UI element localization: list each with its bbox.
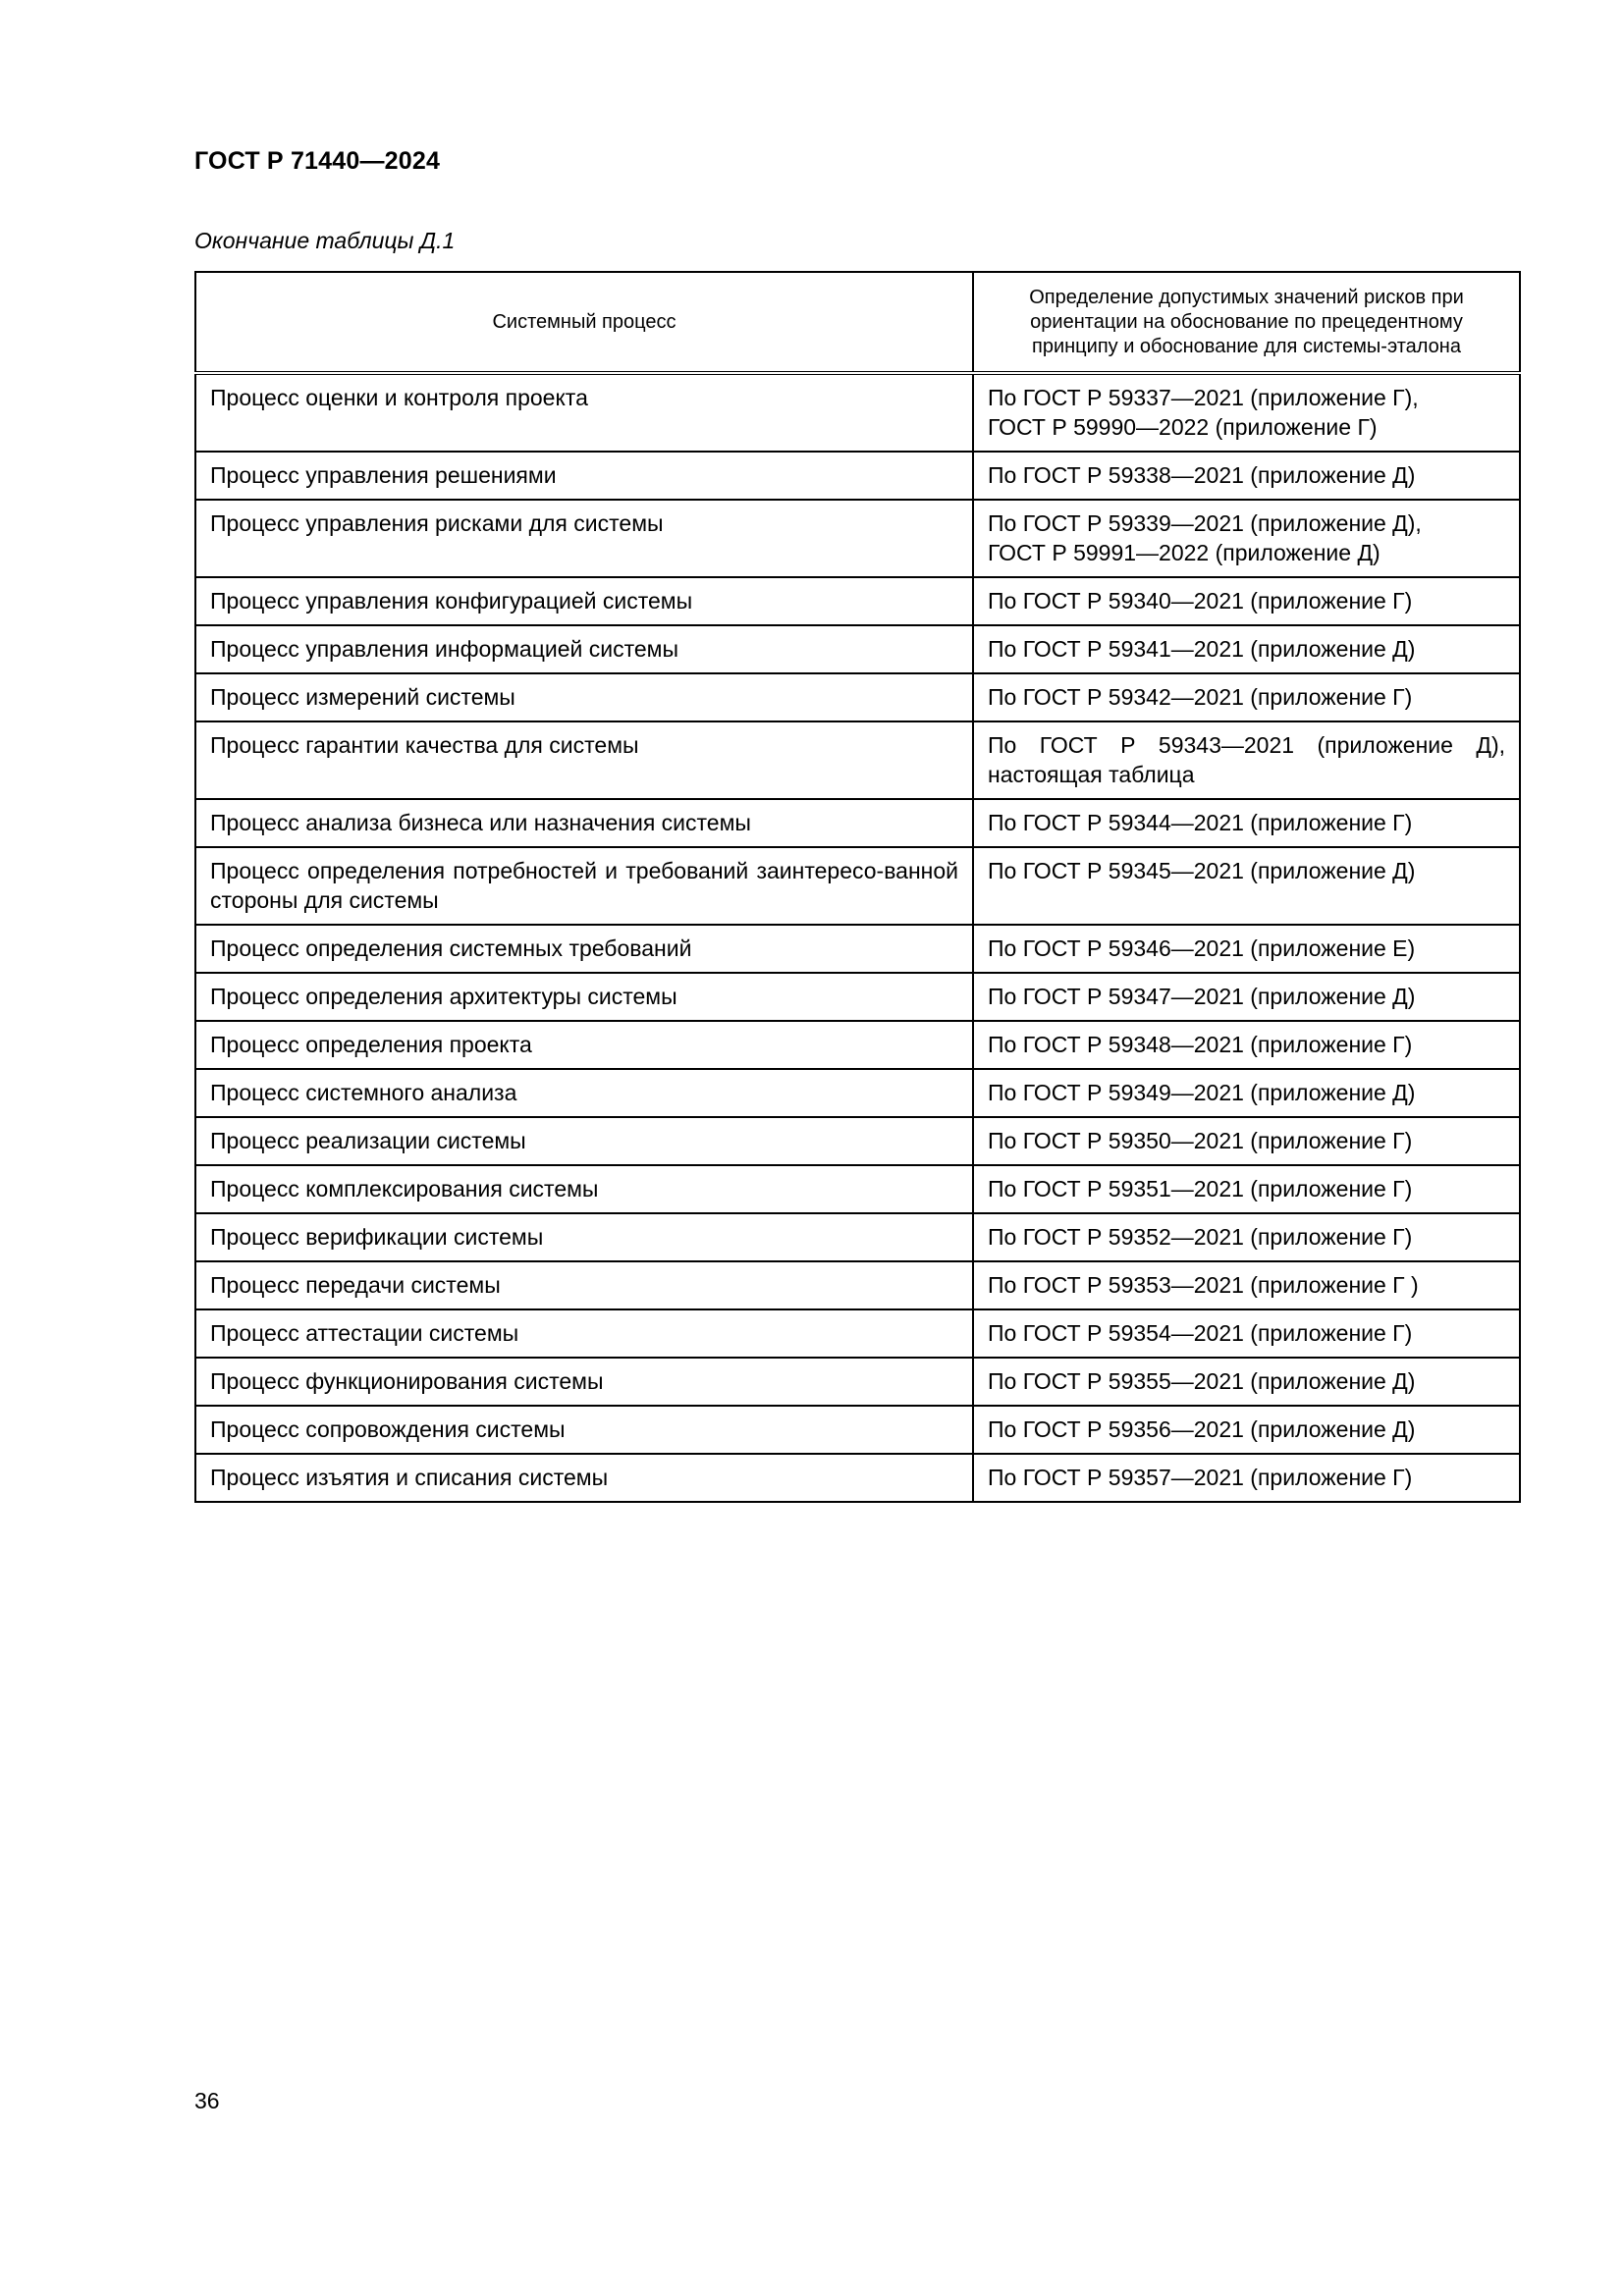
process-cell: Процесс управления конфигурацией системы [195, 577, 973, 625]
table-row [195, 1213, 1520, 1261]
process-cell: Процесс определения потребностей и требований заинтересо-ванной стороны для системы [195, 847, 973, 925]
reference-line: По ГОСТ Р 59356—2021 (приложение Д) [988, 1416, 1416, 1442]
reference-cell [973, 1406, 1520, 1454]
table-header-row [195, 272, 1520, 373]
reference-line: По ГОСТ Р 59343—2021 (приложение Д), настоящая таблица [988, 732, 1505, 787]
reference-cell [973, 373, 1520, 452]
reference-line: По ГОСТ Р 59355—2021 (приложение Д) [988, 1368, 1416, 1394]
table-body [195, 373, 1520, 1502]
table-row [195, 625, 1520, 673]
reference-line: По ГОСТ Р 59346—2021 (приложение Е) [988, 935, 1416, 961]
process-cell: Процесс системного анализа [195, 1069, 973, 1117]
reference-cell [973, 799, 1520, 847]
reference-line: По ГОСТ Р 59341—2021 (приложение Д) [988, 636, 1416, 662]
reference-line: По ГОСТ Р 59347—2021 (приложение Д) [988, 984, 1416, 1009]
reference-line: По ГОСТ Р 59352—2021 (приложение Г) [988, 1224, 1413, 1250]
reference-cell [973, 1261, 1520, 1309]
process-cell: Процесс реализации системы [195, 1117, 973, 1165]
process-cell: Процесс анализа бизнеса или назначения системы [195, 799, 973, 847]
table-row [195, 1454, 1520, 1502]
reference-line: По ГОСТ Р 59351—2021 (приложение Г) [988, 1176, 1413, 1201]
process-cell: Процесс гарантии качества для системы [195, 721, 973, 799]
reference-cell [973, 1309, 1520, 1358]
reference-line: По ГОСТ Р 59350—2021 (приложение Г) [988, 1128, 1413, 1153]
reference-cell [973, 1165, 1520, 1213]
process-cell: Процесс управления решениями [195, 452, 973, 500]
reference-cell [973, 721, 1520, 799]
table-row [195, 1358, 1520, 1406]
reference-line: По ГОСТ Р 59357—2021 (приложение Г) [988, 1465, 1413, 1490]
reference-line: По ГОСТ Р 59353—2021 (приложение Г ) [988, 1272, 1419, 1298]
reference-cell [973, 1358, 1520, 1406]
table-row [195, 847, 1520, 925]
reference-line: ГОСТ Р 59990—2022 (приложение Г) [988, 414, 1378, 440]
process-cell: Процесс определения системных требований [195, 925, 973, 973]
reference-cell [973, 452, 1520, 500]
risk-values-table [194, 271, 1521, 1503]
reference-line: По ГОСТ Р 59342—2021 (приложение Г) [988, 684, 1413, 710]
reference-line: По ГОСТ Р 59344—2021 (приложение Г) [988, 810, 1413, 835]
table-row [195, 1309, 1520, 1358]
table-row [195, 1406, 1520, 1454]
reference-line: По ГОСТ Р 59338—2021 (приложение Д) [988, 462, 1416, 488]
table-caption: Окончание таблицы Д.1 [194, 228, 456, 253]
process-cell: Процесс оценки и контроля проекта [195, 373, 973, 452]
reference-line: По ГОСТ Р 59340—2021 (приложение Г) [988, 588, 1413, 614]
table-row [195, 577, 1520, 625]
reference-cell [973, 1069, 1520, 1117]
process-cell: Процесс определения архитектуры системы [195, 973, 973, 1021]
process-cell: Процесс верификации системы [195, 1213, 973, 1261]
table-row [195, 1165, 1520, 1213]
table-row [195, 673, 1520, 721]
table-row [195, 1261, 1520, 1309]
page-number: 36 [194, 2088, 220, 2113]
reference-line: По ГОСТ Р 59354—2021 (приложение Г) [988, 1320, 1413, 1346]
table-row [195, 1117, 1520, 1165]
process-cell: Процесс передачи системы [195, 1261, 973, 1309]
table-row [195, 373, 1520, 452]
table-row [195, 452, 1520, 500]
table-row [195, 925, 1520, 973]
process-cell: Процесс измерений системы [195, 673, 973, 721]
document-standard-header: ГОСТ Р 71440—2024 [194, 147, 441, 175]
table-row [195, 500, 1520, 577]
reference-line: По ГОСТ Р 59345—2021 (приложение Д) [988, 858, 1416, 883]
reference-cell [973, 847, 1520, 925]
column-header-risk-definition: Определение допустимых значений рисков при ориентации на обоснование по прецедентному принципу и обоснование для системы-эталона [973, 272, 1520, 373]
reference-line: По ГОСТ Р 59348—2021 (приложение Г) [988, 1032, 1413, 1057]
table-row [195, 799, 1520, 847]
reference-cell [973, 500, 1520, 577]
reference-cell [973, 925, 1520, 973]
process-cell: Процесс сопровождения системы [195, 1406, 973, 1454]
reference-cell [973, 577, 1520, 625]
process-cell: Процесс изъятия и списания системы [195, 1454, 973, 1502]
reference-cell [973, 673, 1520, 721]
reference-cell [973, 1454, 1520, 1502]
reference-cell [973, 1021, 1520, 1069]
reference-line: По ГОСТ Р 59337—2021 (приложение Г), [988, 385, 1419, 410]
table-row [195, 1069, 1520, 1117]
column-header-process: Системный процесс [195, 272, 973, 373]
table-row [195, 973, 1520, 1021]
reference-cell [973, 625, 1520, 673]
table-row [195, 721, 1520, 799]
reference-line: По ГОСТ Р 59339—2021 (приложение Д), [988, 510, 1422, 536]
reference-cell [973, 1117, 1520, 1165]
process-cell: Процесс управления информацией системы [195, 625, 973, 673]
process-cell: Процесс комплексирования системы [195, 1165, 973, 1213]
table-row [195, 1021, 1520, 1069]
process-cell: Процесс определения проекта [195, 1021, 973, 1069]
reference-line: ГОСТ Р 59991—2022 (приложение Д) [988, 540, 1380, 565]
process-cell: Процесс функционирования системы [195, 1358, 973, 1406]
reference-line: По ГОСТ Р 59349—2021 (приложение Д) [988, 1080, 1416, 1105]
process-cell: Процесс аттестации системы [195, 1309, 973, 1358]
process-cell: Процесс управления рисками для системы [195, 500, 973, 577]
reference-cell [973, 1213, 1520, 1261]
reference-cell [973, 973, 1520, 1021]
